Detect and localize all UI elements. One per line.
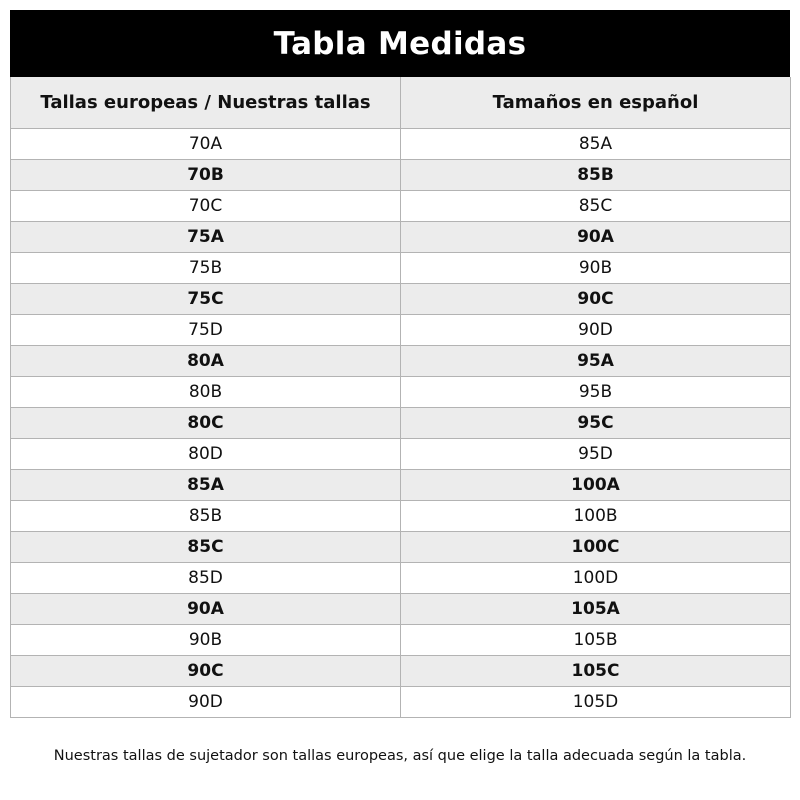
table-row <box>11 656 791 687</box>
cell-european-size: 90A <box>11 594 401 625</box>
table-row <box>11 191 791 222</box>
cell-european-size: 85D <box>11 563 401 594</box>
cell-spanish-size: 95B <box>401 377 791 408</box>
cell-european-size: 80C <box>11 408 401 439</box>
cell-spanish-size: 100C <box>401 532 791 563</box>
column-header-spanish-sizes: Tamaños en español <box>401 77 791 129</box>
cell-european-size: 70B <box>11 160 401 191</box>
cell-spanish-size: 90C <box>401 284 791 315</box>
cell-european-size: 80B <box>11 377 401 408</box>
cell-spanish-size: 105C <box>401 656 791 687</box>
cell-spanish-size: 95D <box>401 439 791 470</box>
page-title: Tabla Medidas <box>10 10 790 77</box>
table-row <box>11 346 791 377</box>
cell-spanish-size: 100B <box>401 501 791 532</box>
cell-spanish-size: 90D <box>401 315 791 346</box>
cell-european-size: 75B <box>11 253 401 284</box>
table-row <box>11 377 791 408</box>
cell-spanish-size: 100D <box>401 563 791 594</box>
cell-spanish-size: 85B <box>401 160 791 191</box>
cell-spanish-size: 105A <box>401 594 791 625</box>
table-row <box>11 625 791 656</box>
cell-european-size: 70A <box>11 129 401 160</box>
cell-european-size: 80A <box>11 346 401 377</box>
cell-spanish-size: 105B <box>401 625 791 656</box>
table-row <box>11 222 791 253</box>
cell-european-size: 80D <box>11 439 401 470</box>
table-row <box>11 408 791 439</box>
cell-spanish-size: 85A <box>401 129 791 160</box>
cell-european-size: 90D <box>11 687 401 718</box>
cell-european-size: 70C <box>11 191 401 222</box>
table-row <box>11 532 791 563</box>
cell-spanish-size: 105D <box>401 687 791 718</box>
table-row <box>11 501 791 532</box>
cell-european-size: 85C <box>11 532 401 563</box>
table-body <box>11 129 791 718</box>
cell-european-size: 85B <box>11 501 401 532</box>
cell-european-size: 85A <box>11 470 401 501</box>
table-row <box>11 594 791 625</box>
cell-spanish-size: 90B <box>401 253 791 284</box>
table-row <box>11 160 791 191</box>
table-row <box>11 253 791 284</box>
table-row <box>11 563 791 594</box>
table-row <box>11 439 791 470</box>
table-header-row <box>11 77 791 129</box>
table-row <box>11 284 791 315</box>
table-row <box>11 315 791 346</box>
cell-spanish-size: 100A <box>401 470 791 501</box>
cell-european-size: 90C <box>11 656 401 687</box>
table-row <box>11 470 791 501</box>
column-header-european-sizes: Tallas europeas / Nuestras tallas <box>11 77 401 129</box>
cell-spanish-size: 90A <box>401 222 791 253</box>
cell-european-size: 75A <box>11 222 401 253</box>
cell-european-size: 90B <box>11 625 401 656</box>
table-row <box>11 687 791 718</box>
cell-european-size: 75D <box>11 315 401 346</box>
cell-european-size: 75C <box>11 284 401 315</box>
cell-spanish-size: 95C <box>401 408 791 439</box>
cell-spanish-size: 85C <box>401 191 791 222</box>
footnote: Nuestras tallas de sujetador son tallas europeas, así que elige la talla adecuada según la tabla. <box>53 748 747 764</box>
cell-spanish-size: 95A <box>401 346 791 377</box>
size-conversion-table <box>10 77 791 718</box>
table-row <box>11 129 791 160</box>
